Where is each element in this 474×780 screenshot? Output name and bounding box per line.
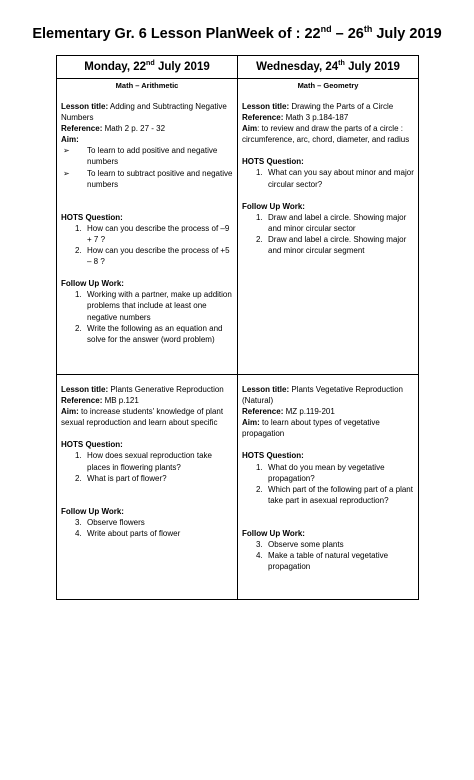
cell-monday-math	[61, 101, 233, 345]
lesson-plan-table	[56, 55, 419, 600]
hots-label: HOTS Question:	[242, 451, 304, 461]
followup-item: 3. Observe flowers	[75, 517, 145, 527]
reference: Reference: MB p.121	[61, 396, 139, 406]
cell-wednesday-math	[242, 101, 414, 256]
column-header-monday: Monday, 22nd July 2019	[84, 59, 210, 73]
followup-label: Follow Up Work:	[242, 201, 305, 211]
cell-monday-science	[61, 384, 233, 539]
checkmark-arrow-icon: ➢	[63, 146, 70, 156]
lesson-title: Lesson title: Drawing the Parts of a Circle	[242, 102, 394, 111]
hots-label: HOTS Question:	[61, 212, 123, 222]
aim-item: ➢ To learn to subtract positive and negative numbers	[63, 168, 233, 189]
hots-item: 2. How can you describe the process of +5 – 8 ?	[75, 246, 230, 267]
aim: Aim: to learn about types of vegetative propagation	[242, 418, 380, 439]
lesson-title: Lesson title: Plants Generative Reproduction	[61, 385, 224, 394]
hots-label: HOTS Question:	[61, 440, 123, 450]
aim: Aim: to review and draw the parts of a circle : circumference, arc, chord, diameter, and radius	[242, 124, 410, 145]
followup-item: 1. Working with a partner, make up addition problems that include at least one negative numbers	[75, 290, 232, 322]
aim-label: Aim:	[61, 135, 79, 145]
followup-item: 4. Make a table of natural vegetative propagation	[256, 551, 389, 572]
followup-label: Follow Up Work:	[61, 279, 124, 289]
hots-label: HOTS Question:	[242, 157, 304, 167]
column-divider	[237, 56, 238, 599]
column-header-wednesday: Wednesday, 24th July 2019	[256, 59, 400, 73]
followup-label: Follow Up Work:	[61, 506, 124, 516]
aim-item: ➢ To learn to add positive and negative numbers	[63, 146, 218, 167]
lesson-title: Lesson title: Adding and Subtracting Negative Numbers	[61, 102, 227, 123]
page-title: Elementary Gr. 6 Lesson PlanWeek of : 22nd – 26th July 2019	[32, 24, 442, 42]
cell-wednesday-science	[242, 384, 414, 572]
reference: Reference: MZ p.119-201	[242, 407, 335, 417]
reference: Reference: Math 2 p. 27 - 32	[61, 124, 166, 134]
checkmark-arrow-icon: ➢	[63, 168, 70, 178]
hots-item: 1. How can you describe the process of –9 + 7 ?	[75, 223, 230, 244]
row-divider	[57, 374, 418, 375]
hots-item: 2. What is part of flower?	[75, 473, 167, 483]
hots-item: 1. What do you mean by vegetative propagation?	[256, 462, 385, 483]
hots-item: 2. Which part of the following part of a plant take part in asexual reproduction?	[256, 484, 413, 505]
followup-item: 2. Write the following as an equation and solve for the answer (word problem)	[75, 323, 223, 344]
hots-item: 1. What can you say about minor and major circular sector?	[256, 168, 414, 189]
hots-item: 1. How does sexual reproduction take places in flowering plants?	[75, 451, 212, 472]
aim: Aim: to increase students' knowledge of plant sexual reproduction and learn about specific	[61, 407, 224, 428]
followup-label: Follow Up Work:	[242, 528, 305, 538]
followup-item: 3. Observe some plants	[256, 540, 344, 550]
reference: Reference: Math 3 p.184-187	[242, 113, 349, 123]
subject-label-wednesday: Math – Geometry	[297, 81, 359, 90]
followup-item: 4. Write about parts of flower	[75, 528, 181, 538]
followup-item: 1. Draw and label a circle. Showing major and minor circular sector	[256, 212, 407, 233]
followup-item: 2. Draw and label a circle. Showing major and minor circular segment	[256, 234, 407, 256]
lesson-title: Lesson title: Plants Vegetative Reproduction (Natural)	[242, 385, 403, 406]
subject-label-monday: Math – Arithmetic	[115, 81, 179, 90]
